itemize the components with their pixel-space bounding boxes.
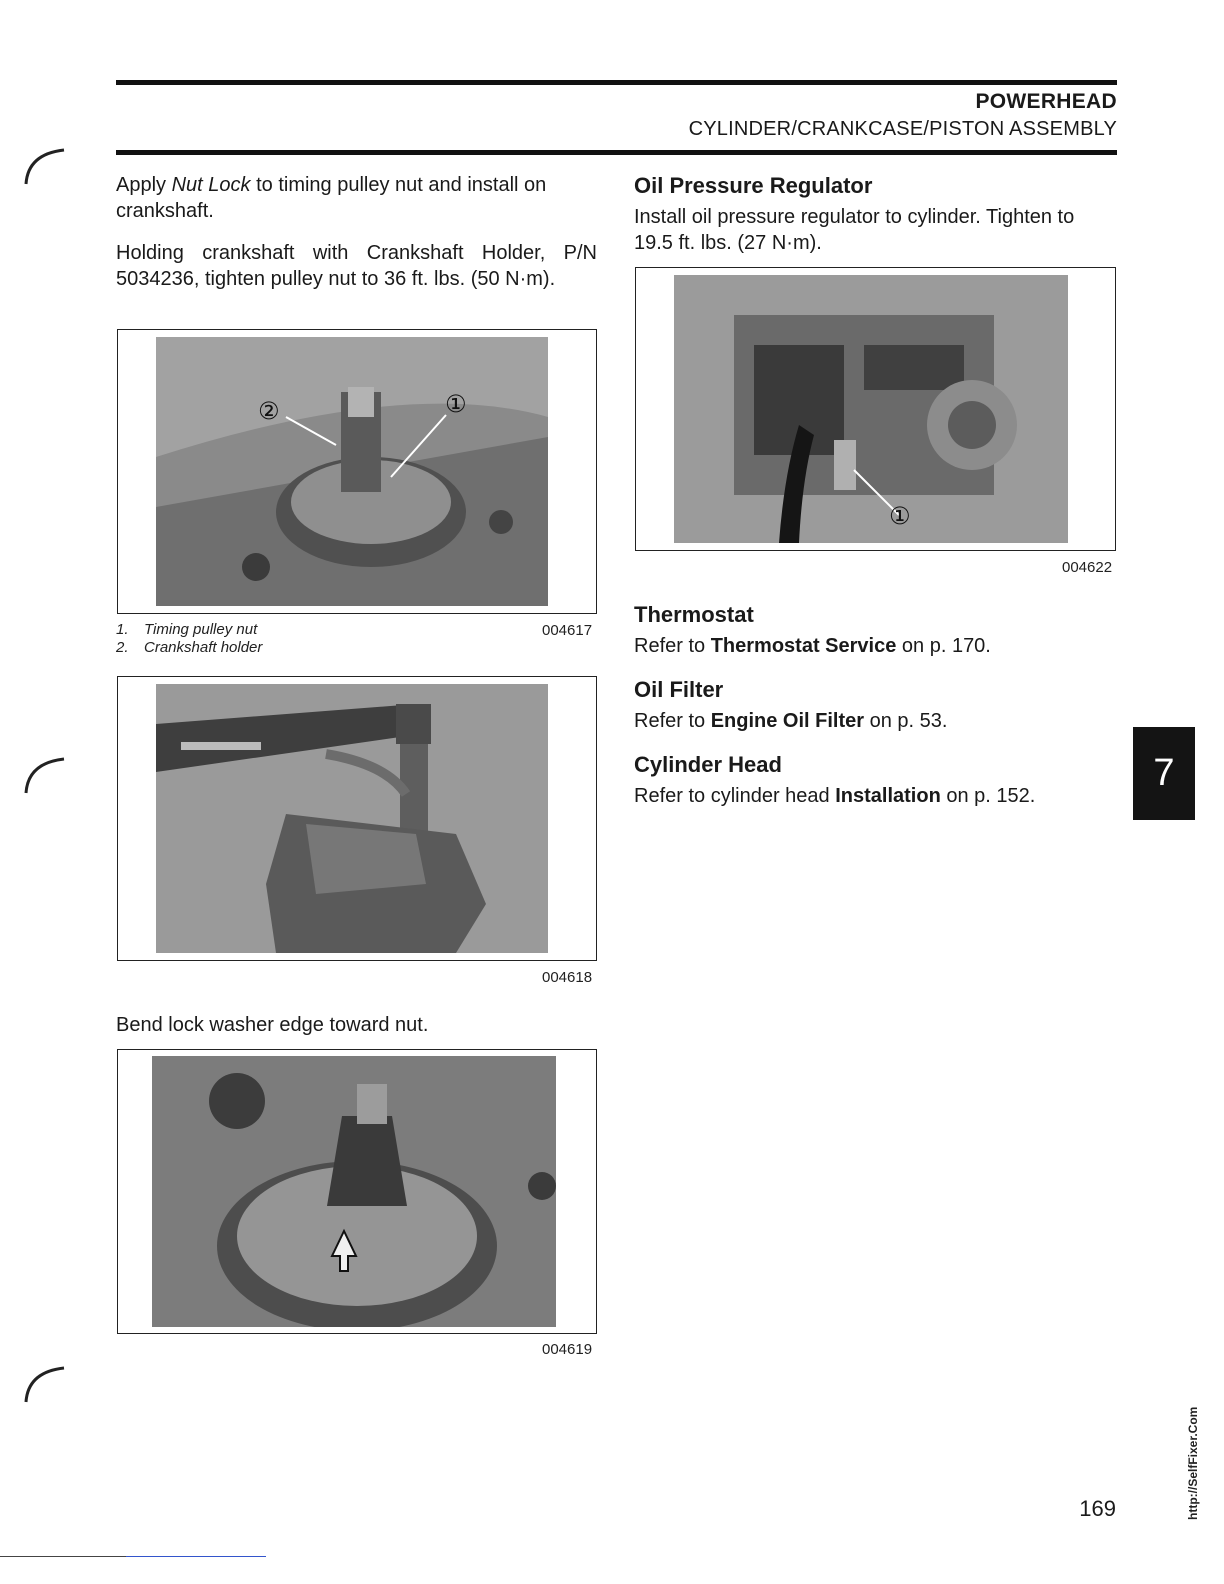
reference-engine-oil-filter: Engine Oil Filter — [710, 710, 865, 732]
text-fragment: Apply — [116, 174, 172, 196]
figure-timing-pulley — [117, 329, 597, 614]
left-column-lower — [116, 1012, 597, 1038]
binder-hole-mark — [22, 146, 66, 186]
section-oil-filter — [634, 676, 1117, 734]
product-name-nut-lock: Nut Lock — [171, 174, 251, 196]
text-fragment: on p. 152. — [940, 785, 1036, 807]
header-top-rule — [116, 80, 1117, 85]
text-fragment: Refer to cylinder head — [634, 785, 836, 807]
paragraph-lock-washer: Bend lock washer edge toward nut. — [116, 1014, 429, 1036]
section-oil-pressure-regulator — [634, 172, 1117, 256]
figure-oil-pressure-regulator — [635, 267, 1116, 551]
header-bottom-rule — [116, 150, 1117, 155]
reference-thermostat-service: Thermostat Service — [710, 635, 897, 657]
reference-installation: Installation — [835, 785, 941, 807]
callout-2: ② — [258, 398, 280, 425]
legend-item — [116, 639, 262, 657]
photo-timing-pulley-nut — [156, 337, 548, 606]
section-cylinder-head — [634, 751, 1117, 809]
figure-number: 004622 — [1062, 559, 1113, 576]
photo-oil-pressure-regulator — [674, 275, 1068, 543]
binder-hole-mark — [22, 755, 66, 795]
footer-line — [0, 1556, 126, 1557]
legend-text: Crankshaft holder — [144, 639, 263, 656]
figure-number: 004617 — [542, 622, 593, 639]
paragraph-cylinder-head — [634, 783, 1117, 809]
paragraph-nut-lock — [116, 172, 597, 224]
legend-item — [116, 621, 262, 639]
heading-cylinder-head: Cylinder Head — [634, 752, 782, 777]
footer-link-line — [126, 1556, 266, 1557]
legend-number: 1. — [116, 621, 129, 638]
site-watermark: http://SelfFixer.Com — [1186, 1406, 1200, 1520]
photo-lock-washer — [152, 1056, 556, 1327]
figure-number: 004619 — [542, 1341, 593, 1358]
photo-crankshaft-holder — [156, 684, 548, 953]
text-fragment: on p. 53. — [864, 710, 948, 732]
section-thermostat — [634, 601, 1117, 659]
chapter-tab: 7 — [1133, 727, 1195, 820]
callout-1: ① — [445, 391, 467, 418]
paragraph-thermostat — [634, 633, 1117, 659]
text-fragment: Refer to — [634, 710, 711, 732]
paragraph-crankshaft-holder: Holding crankshaft with Crankshaft Holder, P/N 5034236, tighten pulley nut to 36 ft. lbs. (50 N·m). — [116, 242, 597, 290]
legend-number: 2. — [116, 639, 129, 656]
paragraph-oil-pressure-regulator: Install oil pressure regulator to cylinder. Tighten to 19.5 ft. lbs. (27 N·m). — [634, 206, 1075, 254]
text-fragment: Refer to — [634, 635, 711, 657]
left-column — [116, 172, 597, 292]
heading-thermostat: Thermostat — [634, 602, 754, 627]
legend-text: Timing pulley nut — [144, 621, 258, 638]
figure-crankshaft-holder — [117, 676, 597, 961]
paragraph-oil-filter — [634, 708, 1117, 734]
figure-lock-washer — [117, 1049, 597, 1334]
heading-oil-filter: Oil Filter — [634, 677, 724, 702]
figure-number: 004618 — [542, 969, 593, 986]
heading-oil-pressure-regulator: Oil Pressure Regulator — [634, 173, 873, 198]
text-fragment: to timing pulley nut and install on crankshaft. — [116, 174, 547, 222]
page-number: 169 — [1079, 1496, 1116, 1521]
figure-legend — [116, 621, 262, 657]
text-fragment: on p. 170. — [896, 635, 991, 657]
callout-1: ① — [889, 503, 911, 530]
binder-hole-mark — [22, 1364, 66, 1404]
section-title: POWERHEAD — [975, 90, 1117, 113]
subsection-title: CYLINDER/CRANKCASE/PISTON ASSEMBLY — [688, 118, 1117, 140]
